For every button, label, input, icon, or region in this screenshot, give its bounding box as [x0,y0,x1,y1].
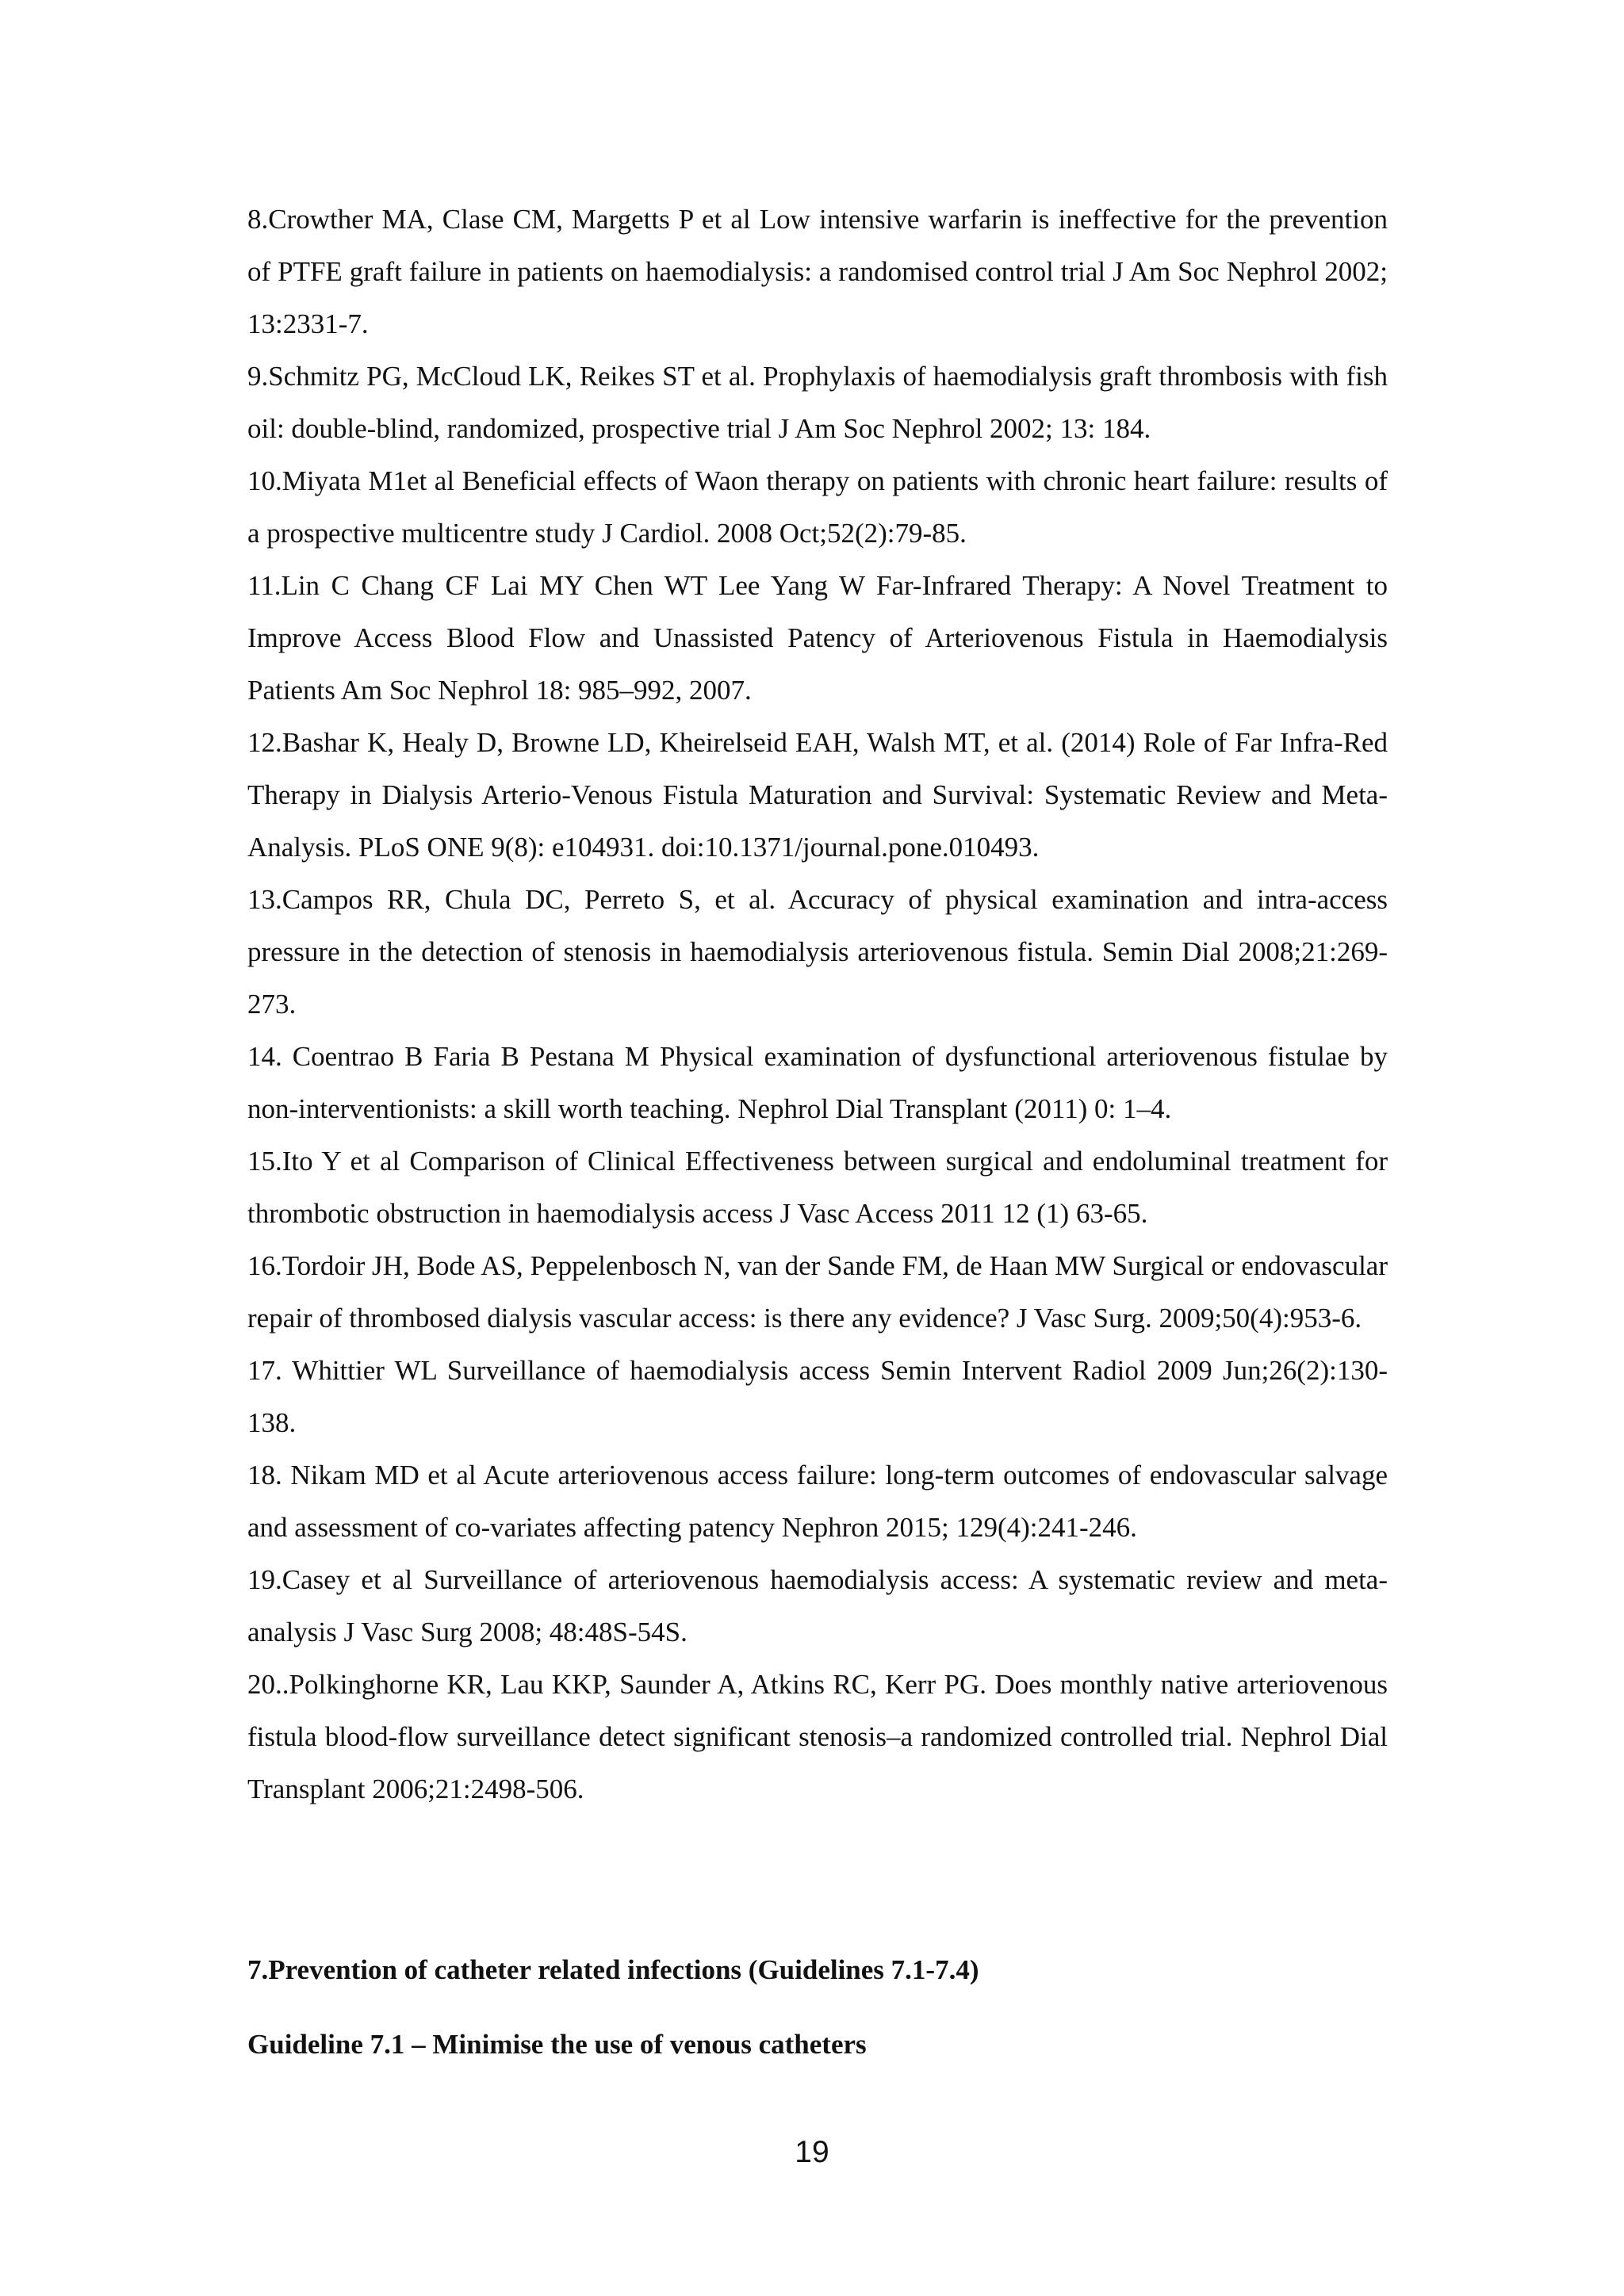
reference-item: 13.Campos RR, Chula DC, Perreto S, et al. Accuracy of physical examination and intra-access pressure in the detection of stenosis in haemodialysis arteriovenous fistula. Semin Dial 2008;21:269-273. [247,884,1388,1020]
reference-item: 19.Casey et al Surveillance of arteriovenous haemodialysis access: A systematic review and meta-analysis J Vasc Surg 2008; 48:48S-54S. [247,1564,1388,1647]
reference-item: 12.Bashar K, Healy D, Browne LD, Kheirelseid EAH, Walsh MT, et al. (2014) Role of Far Infra-Red Therapy in Dialysis Arterio-Venous Fistula Maturation and Survival: Systematic Review and Meta-Analysis. PLoS ONE 9(8): e104931. doi:10.1371/journal.pone.010493. [247,727,1388,863]
reference-item: 15.Ito Y et al Comparison of Clinical Effectiveness between surgical and endoluminal treatment for thrombotic obstruction in haemodialysis access J Vasc Access 2011 12 (1) 63-65. [247,1146,1388,1229]
guideline-heading: Guideline 7.1 – Minimise the use of venous catheters [247,2029,867,2060]
reference-list [247,193,1388,1816]
reference-item: 17. Whittier WL Surveillance of haemodialysis access Semin Intervent Radiol 2009 Jun;26(2):130-138. [247,1355,1388,1438]
reference-item: 9.Schmitz PG, McCloud LK, Reikes ST et al. Prophylaxis of haemodialysis graft thrombosis with fish oil: double-blind, randomized, prospective trial J Am Soc Nephrol 2002; 13: 184. [247,361,1388,444]
section-heading: 7.Prevention of catheter related infections (Guidelines 7.1-7.4) [247,1954,979,1985]
reference-item: 20..Polkinghorne KR, Lau KKP, Saunder A, Atkins RC, Kerr PG. Does monthly native arteriovenous fistula blood-flow surveillance detect significant stenosis–a randomized controlled trial. Nephrol Dial Transplant 2006;21:2498-506. [247,1669,1388,1804]
reference-item: 14. Coentrao B Faria B Pestana M Physical examination of dysfunctional arteriovenous fistulae by non-interventionists: a skill worth teaching. Nephrol Dial Transplant (2011) 0: 1–4. [247,1041,1388,1124]
reference-item: 11.Lin C Chang CF Lai MY Chen WT Lee Yang W Far-Infrared Therapy: A Novel Treatment to Improve Access Blood Flow and Unassisted Patency of Arteriovenous Fistula in Haemodialysis Patients Am Soc Nephrol 18: 985–992, 2007. [247,570,1388,706]
page-number: 19 [795,2135,829,2169]
reference-item: 16.Tordoir JH, Bode AS, Peppelenbosch N, van der Sande FM, de Haan MW Surgical or endovascular repair of thrombosed dialysis vascular access: is there any evidence? J Vasc Surg. 2009;50(4):953-6. [247,1250,1388,1334]
reference-item: 18. Nikam MD et al Acute arteriovenous access failure: long-term outcomes of endovascular salvage and assessment of co-variates affecting patency Nephron 2015; 129(4):241-246. [247,1460,1388,1543]
reference-item: 10.Miyata M1et al Beneficial effects of Waon therapy on patients with chronic heart failure: results of a prospective multicentre study J Cardiol. 2008 Oct;52(2):79-85. [247,465,1388,549]
reference-item: 8.Crowther MA, Clase CM, Margetts P et al Low intensive warfarin is ineffective for the prevention of PTFE graft failure in patients on haemodialysis: a randomised control trial J Am Soc Nephrol 2002; 13:2331-7. [247,204,1388,339]
